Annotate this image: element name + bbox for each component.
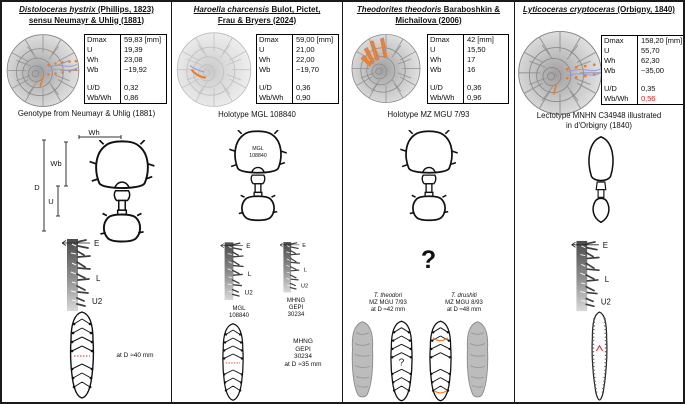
diameter-note: at D ≈35 mm (284, 360, 322, 368)
column-theodorites (343, 2, 515, 402)
table-value: ~35,00 (641, 66, 664, 75)
suture-label-l: L (96, 274, 101, 283)
table-value: 62,30 (641, 56, 660, 65)
author-year: (Orbigny, 1840) (615, 5, 675, 14)
table-value: 17 (467, 55, 476, 64)
table-label: Wh (85, 55, 121, 65)
table-value-highlighted: 0,56 (641, 94, 656, 103)
suture-label-u2: U2 (600, 297, 611, 307)
species-name: T. drushiti (451, 293, 477, 299)
specimen-id: MZ MGU 7/93 (369, 300, 407, 306)
title-line-2 (343, 16, 514, 27)
suture-line (221, 242, 243, 300)
table-label: U/D (428, 83, 464, 93)
table-label: Wh (257, 55, 293, 65)
author-year: (Phillips, 1823) (95, 5, 154, 14)
table-label: Dmax (85, 35, 121, 45)
dimension-label-d: D (34, 183, 40, 192)
table-value: ~19,92 (124, 65, 147, 74)
type-caption: Holotype MZ MGU 7/93 (387, 110, 470, 119)
author-year: Baraboshkin & (441, 5, 501, 14)
suture-line (62, 239, 90, 311)
ammonite-shell (519, 31, 602, 114)
table-gap (464, 75, 508, 83)
ventral-photo-shape (352, 322, 373, 397)
specimen-label (429, 293, 499, 314)
table-label: U/D (257, 83, 293, 93)
suture-label-e: E (602, 240, 608, 250)
ventral-view (383, 318, 420, 404)
whorl-sections (90, 140, 155, 242)
ammonite-photo (515, 26, 605, 116)
wh-bracket (79, 135, 121, 139)
table-label: Wb/Wh (257, 93, 293, 103)
suture-line (572, 241, 599, 311)
specimen-id: MHNG (293, 338, 313, 345)
species-name: Theodorites theodoris (356, 5, 442, 14)
table-value: 0,36 (467, 83, 482, 92)
ammonite-photo (4, 30, 82, 108)
caption-line: Lectotype MNHN C34948 illustrated (536, 111, 662, 120)
diameter-note: at D ≈42 mm (370, 307, 406, 313)
table-value: 0,36 (296, 83, 311, 92)
suture-label-u2: U2 (300, 283, 309, 290)
specimen-id: 30234 (287, 312, 305, 318)
author-year: Michailova (2006) (395, 15, 462, 25)
species-name: Haroella charcensis (193, 5, 270, 14)
type-caption: Genotype from Neumayr & Uhlig (1881) (17, 109, 156, 118)
table-label: Wb/Wh (602, 94, 638, 104)
whorl-section-diagram (579, 134, 623, 230)
specimen-id: GEPI (288, 305, 304, 311)
table-value: 22,00 (296, 55, 315, 64)
suture-diagram (218, 240, 260, 304)
type-caption: Holotype MGL 108840 (218, 110, 296, 119)
specimen-id: MGL (232, 306, 246, 312)
specimen-label (353, 293, 423, 314)
table-gap (121, 75, 166, 83)
ventral-photo (347, 318, 378, 402)
dimension-label-wh: Wh (88, 128, 100, 137)
suture-label-e: E (94, 239, 100, 248)
suture-label-l: L (303, 267, 307, 274)
ventral-outline (71, 312, 94, 398)
table-value: 0,90 (296, 93, 311, 102)
species-title (172, 5, 342, 26)
dimension-label-u: U (48, 197, 54, 206)
suture-label-l: L (604, 274, 610, 284)
specimen-id: 30234 (293, 353, 313, 360)
species-name: T. theodori (373, 293, 403, 299)
suture-label-l: L (247, 271, 252, 278)
ammonite-photo (349, 30, 423, 104)
title-line-1 (172, 5, 342, 16)
ventral-photo (462, 318, 493, 402)
suture-diagram (571, 238, 617, 316)
column-lyticoceras (515, 2, 683, 402)
u-bracket (56, 186, 60, 216)
table-value: 0,96 (467, 93, 482, 102)
column-distoloceras (2, 2, 172, 402)
whorl-section-diagram (399, 130, 459, 226)
dimension-label-wb: Wb (50, 159, 62, 168)
table-value: ~19,70 (296, 65, 319, 74)
species-name: Distoloceras hystrix (19, 5, 96, 14)
table-gap (428, 75, 464, 83)
table-label: Dmax (257, 35, 293, 45)
whorl-section-diagram (228, 130, 288, 226)
whorl-sections (589, 137, 613, 222)
title-line-2 (2, 16, 171, 27)
specimen-id: GEPI (295, 345, 311, 353)
table-value: 0,35 (641, 84, 656, 93)
table-gap (293, 75, 338, 83)
table-label: Wh (428, 55, 464, 65)
table-value: 0,32 (124, 83, 139, 92)
title-line-1 (343, 5, 514, 16)
table-value: 21,00 (296, 45, 315, 54)
table-label: Wb (428, 65, 464, 75)
suture-diagram (62, 236, 108, 316)
suture-label-e: E (246, 243, 251, 250)
title-line-1 (2, 5, 171, 16)
suture-label-u2: U2 (244, 289, 253, 297)
species-title (2, 5, 171, 26)
table-label: Wh (602, 56, 638, 66)
species-title (343, 5, 514, 26)
suture-diagram (276, 240, 316, 296)
table-label: Wb (85, 65, 121, 75)
whorl-sections (400, 130, 458, 220)
table-label: Wb (257, 65, 293, 75)
table-value: 19,39 (124, 45, 143, 54)
table-value: 23,08 (124, 55, 143, 64)
table-label: U (85, 45, 121, 55)
author-year: Bulot, Pictet, (269, 5, 321, 14)
specimen-name (353, 293, 423, 300)
measurement-table (256, 34, 339, 104)
ventral-view (422, 318, 459, 404)
type-caption (515, 111, 683, 130)
table-gap (602, 76, 638, 84)
specimen-id: MZ MGU 8/93 (445, 300, 483, 306)
ventral-view (587, 310, 612, 402)
ammonite-shell (352, 34, 420, 102)
table-value: 15,50 (467, 45, 486, 54)
measurement-table (84, 34, 167, 104)
table-label: Dmax (602, 36, 638, 46)
specimen-id: 108840 (249, 152, 267, 159)
suture-label-e: E (302, 243, 307, 249)
ventral-question-mark: ? (398, 357, 405, 369)
wb-bracket (64, 142, 68, 186)
ventral-outline (223, 324, 243, 400)
table-label: Wb (602, 66, 638, 76)
title-line-1 (515, 5, 683, 16)
author-year: Frau & Bryers (2024) (217, 15, 297, 25)
table-value: 55,70 (641, 46, 660, 55)
table-gap (638, 76, 683, 84)
ammonite-photo (174, 28, 254, 108)
measurement-table (427, 34, 509, 104)
ammonite-shell (177, 33, 251, 107)
caption-line: in d'Orbigny (1840) (565, 120, 633, 130)
table-value: 59,00 [mm] (296, 35, 333, 44)
specimen-name (429, 293, 499, 300)
ventral-caption: at D ≈40 mm (116, 352, 154, 359)
ventral-outline (430, 321, 451, 401)
suture-label-u2: U2 (92, 297, 103, 306)
ventral-photo-shape (467, 322, 488, 397)
ventral-caption (272, 338, 334, 368)
ventral-outline (592, 312, 607, 400)
table-label: Wb/Wh (85, 93, 121, 103)
d-bracket (42, 140, 46, 231)
table-value: 0,86 (124, 93, 139, 102)
suture-line (280, 242, 300, 292)
question-mark: ? (420, 246, 437, 274)
table-label: Wb/Wh (428, 93, 464, 103)
specimen-id: MHNG (286, 298, 306, 304)
table-value: 158,20 [mm] (641, 36, 683, 45)
table-label: U/D (602, 84, 638, 94)
table-label: U (602, 46, 638, 56)
title-line-2 (172, 16, 342, 27)
table-label: U (257, 45, 293, 55)
suture-caption (208, 306, 270, 320)
whorl-sections (229, 130, 287, 220)
measurement-table (601, 35, 684, 105)
table-label: U (428, 45, 464, 55)
table-gap (257, 75, 293, 83)
species-name: Lyticoceras cryptoceras (523, 5, 616, 14)
specimen-id: 108840 (228, 313, 250, 319)
table-value: 59,83 [mm] (124, 35, 161, 44)
ventral-view (214, 322, 252, 402)
table-value: 42 [mm] (467, 35, 494, 44)
table-label: U/D (85, 83, 121, 93)
species-title (515, 5, 683, 16)
ventral-view (62, 310, 102, 400)
diameter-note: at D ≈48 mm (446, 307, 482, 313)
column-haroella (172, 2, 343, 402)
table-gap (85, 75, 121, 83)
specimen-id: MGL (252, 146, 264, 153)
author-year: sensu Neumayr & Uhlig (1881) (28, 15, 145, 25)
suture-caption (268, 298, 324, 319)
whorl-section-diagram (28, 128, 132, 236)
table-value: 16 (467, 65, 476, 74)
table-label: Dmax (428, 35, 464, 45)
